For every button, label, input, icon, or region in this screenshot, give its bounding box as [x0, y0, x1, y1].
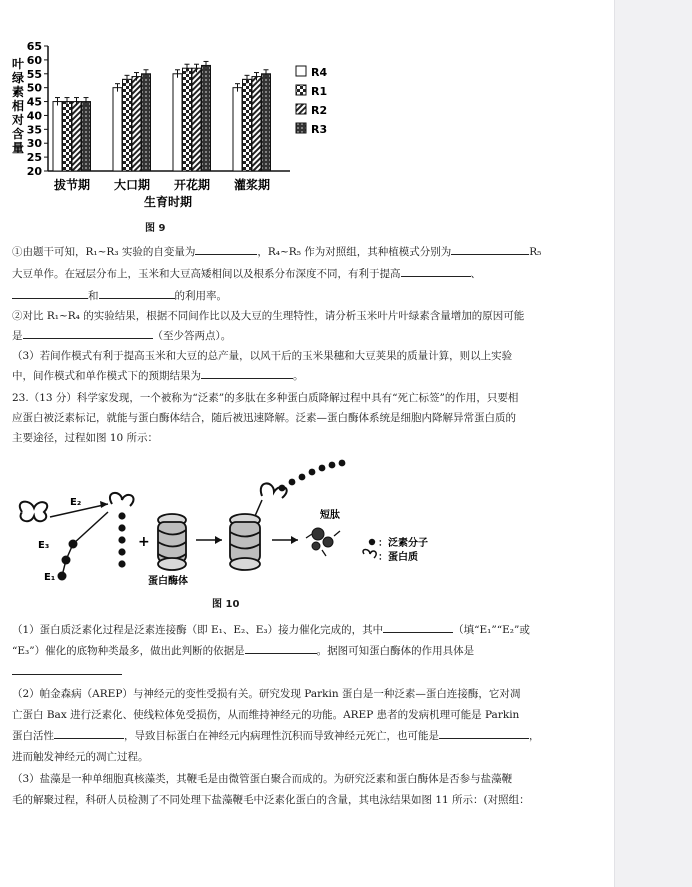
- q23b-l2b: 。据图可知蛋白酶体的作用具体是: [316, 645, 475, 657]
- y-axis-label-char: 绿: [12, 71, 25, 85]
- answer-blank[interactable]: [439, 728, 529, 739]
- x-category-label: 灌浆期: [233, 178, 271, 192]
- y-tick-label: 35: [26, 123, 42, 137]
- q22-l2b: 、: [470, 268, 481, 280]
- y-tick-label: 55: [26, 67, 42, 81]
- q23-l3: 主要途径，过程如图 10 所示：: [12, 432, 159, 444]
- answer-blank[interactable]: [383, 622, 453, 633]
- q22-l7a: 中，间作模式和单作模式下的预期结果为: [12, 370, 201, 382]
- q23-l2: 应蛋白被泛素标记，就能与蛋白酶体结合，随后被迅速降解。泛素—蛋白酶体系统是细胞内降解异常蛋白质的: [12, 412, 516, 424]
- q23-line-3: [12, 428, 572, 449]
- bar-R2-1: [132, 77, 141, 171]
- answer-blank[interactable]: [195, 244, 257, 255]
- y-tick-label: 25: [26, 151, 42, 165]
- arrow-right-icon: [272, 536, 298, 544]
- answer-blank[interactable]: [12, 664, 122, 675]
- y-axis-label-char: 对: [12, 113, 25, 127]
- label-e3: E₃: [38, 540, 50, 551]
- bar-R3-1: [142, 74, 151, 171]
- bar-R4-0: [53, 102, 62, 171]
- protein-substrate-icon: [20, 502, 47, 522]
- y-tick-label: 20: [26, 165, 42, 178]
- q23b-l5c: ，: [529, 730, 540, 742]
- y-axis-ticks: [27, 40, 48, 178]
- q23b-line-1: [12, 620, 572, 641]
- ubiquitinated-protein: [110, 493, 134, 568]
- legend-swatch: [296, 104, 306, 114]
- ubiquitin-legend-dot: [369, 539, 375, 545]
- legend-label: R3: [311, 123, 328, 136]
- y-tick-label: 40: [26, 109, 42, 123]
- legend-label: R4: [311, 66, 328, 79]
- q22-line-7: [12, 366, 572, 387]
- q22-l5b: （至少答两点）。: [152, 330, 232, 342]
- bar-R1-3: [243, 79, 252, 171]
- bar-R3-2: [202, 65, 211, 171]
- q22-l1a: ①由题干可知，R₁~R₃ 实验的自变量为: [12, 246, 196, 258]
- q22-l7b: 。: [293, 370, 304, 382]
- q23b-l8: 毛的解聚过程，科研人员检测了不同处理下盐藻鞭毛中泛素化蛋白的含量，其电泳结果如图 11 所示：(对照组：: [12, 794, 530, 806]
- bar-R2-3: [252, 77, 261, 171]
- y-tick-label: 60: [26, 53, 42, 67]
- q23b-line-5: [12, 726, 572, 747]
- y-tick-label: 45: [26, 95, 42, 109]
- q23b-l3: （2）帕金森病（AREP）与神经元的变性受损有关。研究发现 Parkin 蛋白是一种泛素—蛋白连接酶，它对凋: [12, 688, 521, 700]
- bar-R1-2: [183, 68, 192, 171]
- legend-label: R1: [311, 85, 328, 98]
- q22-l1c: R₅: [529, 246, 542, 258]
- bar-R2-0: [72, 102, 81, 171]
- q22-l6: （3）若间作模式有利于提高玉米和大豆的总产量，以风干后的玉米果穗和大豆荚果的质量计算，则以上实验: [12, 350, 513, 362]
- plus-sign: +: [138, 534, 150, 550]
- answer-blank[interactable]: [12, 288, 88, 299]
- x-axis-title: 生育时期: [143, 195, 193, 209]
- q22-line-2: [12, 264, 572, 285]
- bar-R1-0: [63, 102, 72, 171]
- answer-blank[interactable]: [401, 266, 471, 277]
- q23b-l2a: “E₃”）催化的底物种类最多，做出此判断的依据是: [12, 645, 245, 657]
- answer-blank[interactable]: [451, 244, 529, 255]
- legend-protein: ：蛋白质: [378, 552, 418, 563]
- q22-l2a: 大豆单作。在冠层分布上，玉米和大豆高矮相间以及根系分布深度不同，有利于提高: [12, 268, 401, 280]
- y-axis-label: [11, 57, 25, 155]
- q23b-line-2b: [12, 662, 572, 683]
- q22-line-5: [12, 326, 572, 347]
- q23b-line-8: [12, 790, 572, 811]
- bar-R4-2: [173, 74, 182, 171]
- bar-R3-3: [262, 74, 271, 171]
- q23b-line-3: [12, 684, 572, 705]
- q23-line-1: [12, 388, 572, 409]
- q23b-l6: 进而触发神经元的凋亡过程。: [12, 751, 149, 763]
- bar-R1-1: [123, 79, 132, 171]
- q22-l3a: 和: [88, 290, 99, 302]
- q23b-l1b: （填“E₁”“E₂”或: [453, 624, 530, 636]
- answer-blank[interactable]: [201, 368, 293, 379]
- answer-blank[interactable]: [23, 328, 153, 339]
- q23b-line-6: [12, 747, 572, 768]
- answer-blank[interactable]: [99, 288, 175, 299]
- legend-ubiquitin: ：泛素分子: [378, 538, 428, 549]
- chart-legend: [296, 66, 327, 136]
- q23b-l7: （3）盐藻是一种单细胞真核藻类，其鞭毛是由微管蛋白聚合而成的。为研究泛素和蛋白酶体是否参与盐藻鞭: [12, 773, 513, 785]
- label-peptide: 短肽: [320, 510, 340, 521]
- q22-line-6: [12, 346, 572, 367]
- y-axis-label-char: 含: [12, 127, 25, 141]
- x-axis-categories: [53, 177, 270, 192]
- y-axis-label-char: 量: [12, 141, 25, 155]
- bar-R4-1: [113, 88, 122, 171]
- y-tick-label: 65: [26, 40, 42, 53]
- q23b-l1a: （1）蛋白质泛素化过程是泛素连接酶（即 E₁、E₂、E₃）接力催化完成的，其中: [12, 624, 384, 636]
- x-category-label: 拔节期: [53, 178, 91, 192]
- q23b-l5b: ，导致目标蛋白在神经元内病理性沉积而导致神经元死亡，也可能是: [124, 730, 439, 742]
- q23-line-2: [12, 408, 572, 429]
- q23b-line-4: [12, 705, 572, 726]
- enzyme-cascade: [58, 512, 109, 581]
- x-category-label: 大口期: [113, 178, 151, 192]
- q23b-l4: 亡蛋白 Bax 进行泛素化、使线粒体免受损伤，从而维持神经元的功能。AREP 患者的发病机理可能是 Parkin: [12, 709, 520, 721]
- protein-legend-icon: [363, 550, 376, 559]
- bar-R3-0: [82, 102, 91, 171]
- y-axis-label-char: 素: [12, 85, 25, 99]
- figure-9-chart: [0, 38, 360, 226]
- legend-swatch: [296, 66, 306, 76]
- q22-line-1: [12, 242, 572, 263]
- q23b-line-2: [12, 641, 572, 662]
- q22-line-4: [12, 306, 572, 327]
- x-category-label: 开花期: [173, 178, 211, 192]
- proteasome-binding-icon: [230, 514, 260, 570]
- figure-10-caption: 图 10: [212, 599, 240, 610]
- q22-l1b: ，R₄~R₅ 作为对照组，其种植模式分别为: [257, 246, 452, 258]
- q23-l1: 23.（13 分）科学家发现，一个被称为“泛素”的多肽在多种蛋白质降解过程中具有“死亡标签”的作用，只要相: [12, 392, 519, 404]
- answer-blank[interactable]: [54, 728, 124, 739]
- q22-l5a: 是: [12, 330, 23, 342]
- legend-swatch: [296, 85, 306, 95]
- q23b-l5a: 蛋白活性: [12, 730, 54, 742]
- label-proteasome: 蛋白酶体: [148, 576, 188, 587]
- arrow-right-icon: [196, 536, 222, 544]
- y-tick-label: 50: [26, 81, 42, 95]
- label-e2: E₂: [70, 497, 82, 508]
- y-axis-label-char: 叶: [12, 57, 25, 71]
- q22-line-3: [12, 286, 572, 307]
- bar-R4-3: [233, 88, 242, 171]
- answer-blank[interactable]: [245, 643, 317, 654]
- proteasome-icon: [158, 514, 186, 570]
- q22-l4: ②对比 R₁~R₄ 的实验结果，根据不同间作比以及大豆的生理特性，请分析玉米叶片叶绿素含量增加的原因可能: [12, 310, 525, 322]
- short-peptides-icon: [306, 528, 340, 556]
- bar-R2-2: [192, 68, 201, 171]
- legend-swatch: [296, 123, 306, 133]
- y-axis-label-char: 相: [12, 99, 25, 113]
- q23b-line-7: [12, 769, 572, 790]
- bar-series: [53, 61, 271, 171]
- viewer-side-panel: [614, 0, 692, 887]
- label-e1: E₁: [44, 572, 56, 583]
- ubiquitin-chain-released: [255, 460, 345, 516]
- figure-10-diagram: [0, 450, 460, 590]
- y-tick-label: 30: [26, 137, 42, 151]
- figure-9-caption: 图 9: [145, 223, 166, 234]
- legend-label: R2: [311, 104, 328, 117]
- q22-l3b: 的利用率。: [174, 290, 227, 302]
